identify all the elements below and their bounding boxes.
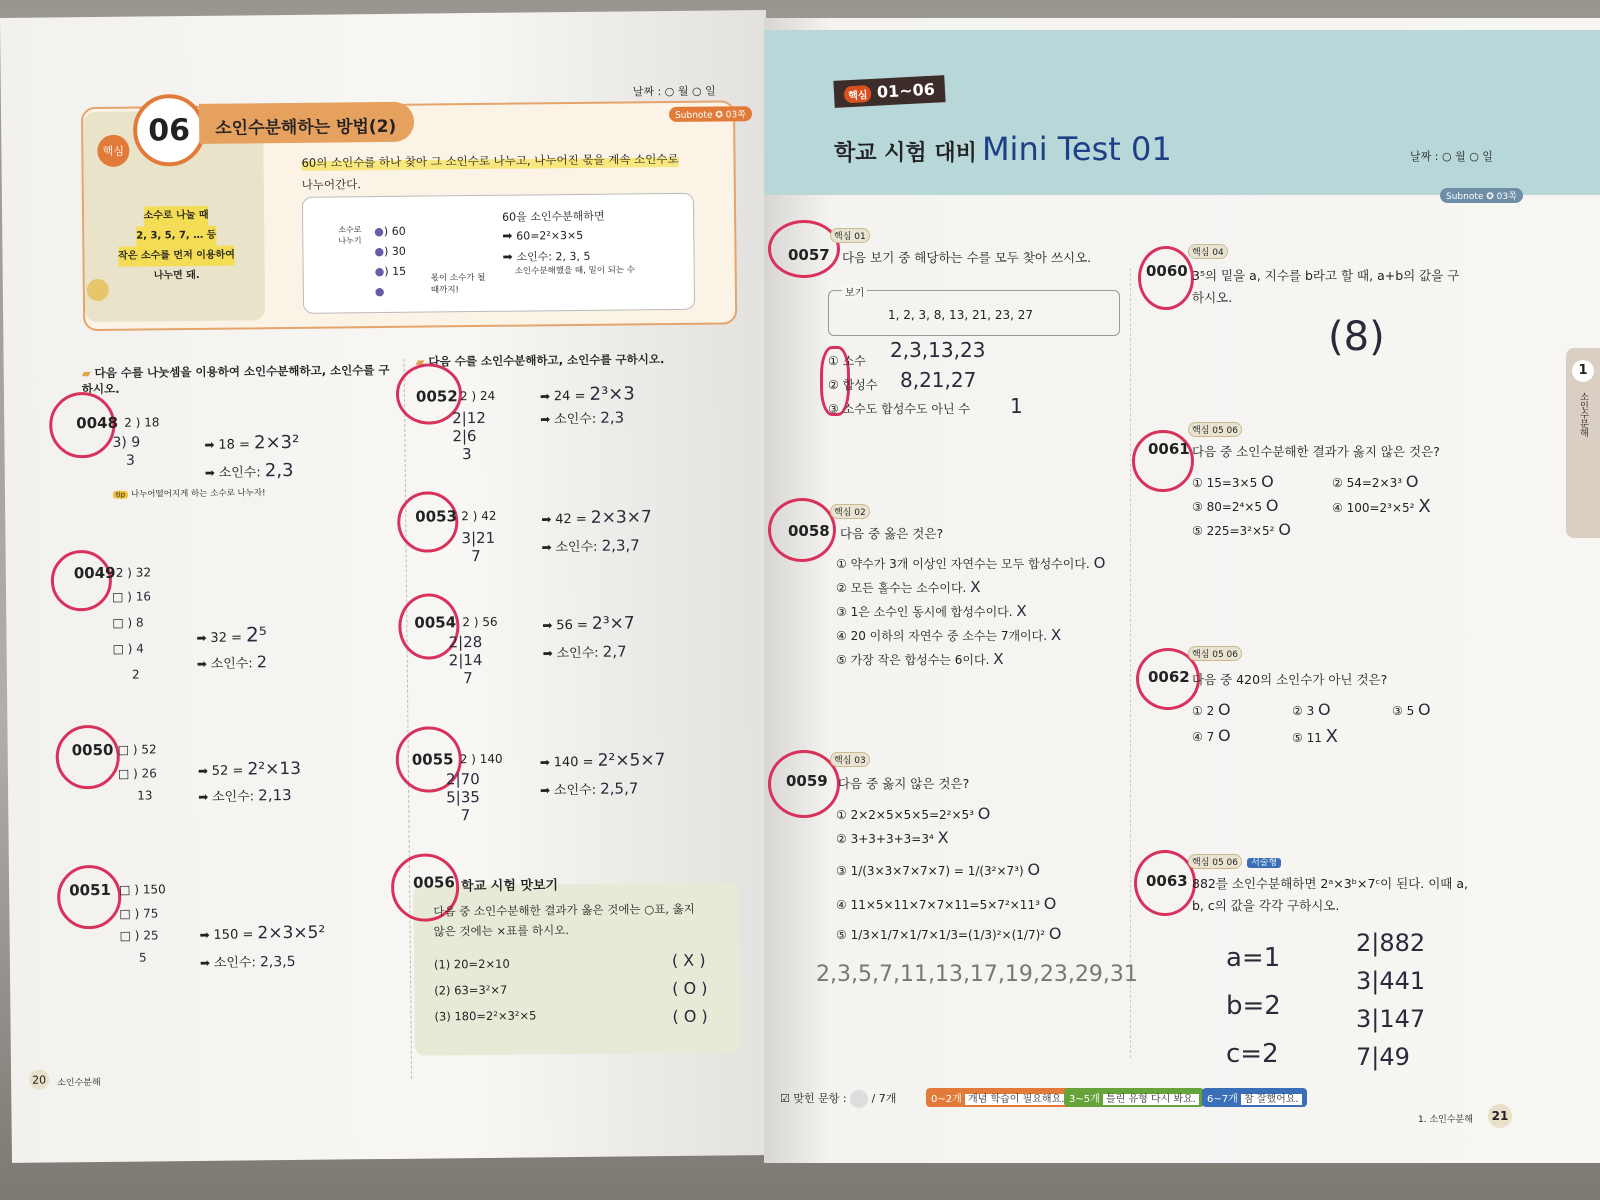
core-tag: 핵심 05 06	[1188, 642, 1242, 661]
hw-division: 3) 9 3	[112, 434, 141, 469]
score-circle	[850, 1090, 868, 1108]
test-item: (2) 63=3²×7	[434, 982, 508, 998]
answer-mark: ( X )	[671, 950, 706, 971]
right-page	[764, 18, 1600, 1163]
division-steps: □ ) 75 □ ) 25 5	[119, 906, 159, 965]
choice: ① 약수가 3개 이상인 자연수는 모두 합성수이다. O	[836, 554, 1106, 572]
check-icon: ☑	[780, 1092, 790, 1105]
problem-number: 0057	[788, 246, 830, 264]
hw-division: 2|12 2|6 3	[452, 408, 486, 464]
choice: ⑤ 225=3²×5² O	[1192, 520, 1291, 539]
eq-line: ➡ 150 = 2×3×5²	[199, 922, 326, 944]
tip-line: 소수로 나눌 때	[144, 206, 209, 227]
score-chip-mid: 3~5개 틀린 유형 다시 봐요.	[1064, 1088, 1204, 1107]
example-title: 60을 소인수분해하면	[502, 209, 605, 224]
example-box-label: 보기	[842, 284, 867, 299]
problem-0049	[66, 559, 387, 682]
problem-number: 0060	[1146, 262, 1188, 280]
core-tag: 핵심 05 06 서술형	[1188, 850, 1281, 869]
example-division: ●) 60 ●) 30 ●) 15 ●	[374, 224, 407, 299]
dividend: 2 ) 56	[462, 614, 498, 630]
problem-0048	[64, 409, 385, 502]
hint: tip 나누어떨어지게 하는 소수로 나누자!	[113, 486, 266, 500]
problem-number: 0054	[414, 613, 457, 632]
prime-line: ➡ 소인수: 2	[196, 652, 268, 672]
score-chip-low: 0~2개 개념 학습이 필요해요.	[926, 1088, 1072, 1107]
intro-line2: 나누어간다.	[301, 177, 362, 192]
left-page	[0, 10, 778, 1163]
hw-primes: 2,3,5,7,11,13,17,19,23,29,31	[816, 962, 1138, 987]
answer-item: ② 합성수	[828, 378, 878, 392]
prime-dot-icon: ●	[374, 224, 384, 239]
eq-line: ➡ 24 = 2³×3	[539, 383, 635, 405]
choice: ② 3+3+3+3=3⁴ X	[836, 828, 949, 847]
side-tab-label: 소인수분해	[1578, 392, 1588, 437]
choice: ③ 5 O	[1392, 700, 1431, 719]
choice: ④ 100=2³×5² X	[1332, 496, 1431, 517]
example-result3: 소인수분해했을 때, 밑이 되는 수	[514, 265, 635, 277]
tip-line: 작은 소수를 먼저 이용하여	[118, 246, 235, 267]
problem-number: 0061	[1148, 440, 1190, 458]
subnote-badge: Subnote ✪ 03쪽	[669, 106, 752, 122]
tip-badge: tip	[113, 491, 128, 499]
problem-0058	[780, 504, 1130, 684]
problem-0056	[413, 868, 745, 1056]
side-tab-number: 1	[1572, 360, 1594, 382]
tip-line: 2, 3, 5, 7, … 등	[136, 226, 216, 247]
column-divider	[404, 359, 413, 1079]
hw-division: 2|882 3|441 3|147 7|49	[1356, 929, 1426, 1071]
answer-item: ③ 소수도 합성수도 아닌 수	[828, 402, 970, 416]
hw-answer: 8,21,27	[900, 368, 977, 392]
problem-number: 0049	[73, 563, 116, 583]
eq-line: ➡ 52 = 2²×13	[197, 758, 302, 780]
section2-title: ▰ 다음 수를 소인수분해하고, 소인수를 구하시오.	[415, 352, 665, 369]
test-desc2: 않은 것에는 ×표를 하시오.	[433, 923, 570, 939]
eq-line: ➡ 42 = 2×3×7	[541, 507, 652, 528]
tip-line: 나누면 돼.	[153, 269, 200, 282]
prime-line: ➡ 소인수: 2,7	[542, 642, 627, 662]
problem-0050	[68, 736, 389, 819]
choice: ① 2 O	[1192, 700, 1231, 719]
choice: ① 2×2×5×5×5=2²×5³ O	[836, 804, 991, 823]
score-total: / 7개	[871, 1092, 897, 1105]
date-label: 날짜 : ○ 월 ○ 일	[632, 84, 716, 99]
test-title: 학교 시험 맛보기	[461, 878, 559, 895]
prime-dot-icon: ●	[374, 264, 385, 279]
intro-line1: 60의 소인수를 하나 찾아 그 소인수로 나누고, 나누어진 몫을 계속 소인수로	[301, 151, 679, 170]
problem-0053	[417, 503, 718, 586]
prime-line: ➡ 소인수: 2,13	[198, 785, 292, 805]
hw-division: 3|21 7	[461, 528, 496, 566]
hw-answer: (8)	[1328, 314, 1385, 360]
answer-mark: ( O )	[672, 978, 708, 999]
problem-0062	[1146, 646, 1506, 766]
choice: ③ 80=2⁴×5 O	[1192, 496, 1279, 515]
choice: ② 54=2×3³ O	[1332, 472, 1419, 491]
choice: ④ 11×5×11×7×7×11=5×7²×11³ O	[836, 894, 1057, 913]
score-chip-high: 6~7개 참 잘했어요.	[1202, 1088, 1307, 1107]
page-title: 학교 시험 대비 Mini Test 01	[834, 130, 1172, 168]
answer-mark: ( O )	[672, 1006, 708, 1027]
problem-number: 0059	[786, 772, 828, 790]
question-line2: 하시오.	[1192, 290, 1233, 305]
problem-0057	[780, 232, 1130, 432]
eq-line: ➡ 18 = 2×3²	[204, 431, 300, 454]
problem-number: 0050	[71, 740, 114, 760]
question-line1: 882를 소인수분해하면 2ᵃ×3ᵇ×7ᶜ이 된다. 이때 a,	[1192, 876, 1468, 891]
dividend: 2 ) 24	[459, 388, 496, 404]
eq-line: ➡ 140 = 2²×5×7	[539, 750, 666, 771]
prime-dot-icon: ●	[374, 244, 385, 259]
core-tag: 핵심 01	[830, 224, 870, 243]
header-badge: 핵심	[97, 135, 129, 167]
dividend: 2 ) 32	[115, 565, 152, 580]
question: 다음 보기 중 해당하는 수를 모두 찾아 쓰시오.	[842, 250, 1092, 265]
hw-answer: 2,3,13,23	[890, 338, 986, 362]
core-tag: 핵심 02	[830, 500, 870, 519]
problem-number: 0053	[415, 507, 458, 526]
problem-0059	[772, 754, 1138, 1034]
answer-item: ① 소수	[828, 354, 866, 368]
prime-line: ➡ 소인수: 2,3	[204, 459, 294, 482]
core-tag: 핵심 03	[830, 748, 870, 767]
core-tag: 핵심 05 06	[1188, 418, 1242, 437]
question-line2: b, c의 값을 각각 구하시오.	[1192, 898, 1340, 913]
example-box-values: 1, 2, 3, 8, 13, 21, 23, 27	[888, 308, 1034, 322]
pencil-icon: ▰	[415, 354, 429, 369]
title-band	[764, 30, 1600, 195]
prime-line: ➡ 소인수: 2,3	[540, 408, 625, 428]
example-box	[302, 193, 695, 314]
choice: ④ 20 이하의 자연수 중 소수는 7개이다. X	[836, 626, 1062, 644]
question: 다음 중 옳은 것은?	[840, 526, 944, 541]
choice: ⑤ 11 X	[1292, 726, 1339, 747]
choice: ② 모든 홀수는 소수이다. X	[836, 578, 981, 596]
hw-division: 2|28 2|14 7	[448, 632, 483, 688]
hw-answer: 1	[1010, 394, 1023, 418]
page-number: 21	[1488, 1104, 1512, 1128]
eq-line: ➡ 56 = 2³×7	[542, 613, 635, 634]
eq-line: ➡ 32 = 2⁵	[196, 622, 267, 647]
problem-number: 0055	[411, 750, 454, 769]
problem-number: 0048	[76, 413, 119, 433]
question: 다음 중 옳지 않은 것은?	[838, 776, 970, 791]
core-tag: 핵심 04	[1188, 240, 1228, 259]
example-result2: ➡ 소인수: 2, 3, 5	[502, 249, 591, 264]
dividend: 2 ) 18	[124, 415, 160, 430]
choice: ⑤ 1/3×1/7×1/7×1/3=(1/3)²×(1/7)² O	[836, 924, 1062, 943]
page-label: 소인수분해	[57, 1078, 101, 1089]
dividend: □ ) 150	[119, 882, 166, 897]
problem-number: 0063	[1146, 872, 1188, 890]
problem-0063	[1146, 854, 1506, 1094]
dividend: 2 ) 140	[459, 751, 503, 767]
pencil-icon: ▰	[81, 366, 95, 381]
problem-0061	[1146, 422, 1506, 602]
question: 다음 중 소인수분해한 결과가 옳지 않은 것은?	[1192, 444, 1440, 459]
prime-line: ➡ 소인수: 2,3,5	[199, 953, 296, 971]
prime-line: ➡ 소인수: 2,5,7	[540, 779, 639, 799]
problem-number: 0056	[412, 873, 455, 892]
problem-0060	[1146, 244, 1506, 384]
choice: ② 3 O	[1292, 700, 1331, 719]
problem-number: 0052	[415, 387, 458, 406]
test-desc1: 다음 중 소인수분해한 결과가 옳은 것에는 ○표, 옳지	[433, 901, 695, 919]
problem-0051	[69, 876, 390, 979]
question: 다음 중 420의 소인수가 아닌 것은?	[1192, 672, 1388, 687]
division-steps: □ ) 26 13	[117, 766, 157, 803]
header-number: 06	[133, 94, 206, 167]
choice: ④ 7 O	[1192, 726, 1231, 745]
choice: ① 15=3×5 O	[1192, 472, 1274, 491]
prime-dot-icon: ●	[374, 284, 385, 299]
problem-number: 0058	[788, 522, 830, 540]
choice: ③ 1은 소수인 동시에 합성수이다. X	[836, 602, 1027, 620]
score-label: 맞힌 문항 :	[793, 1092, 847, 1105]
hw-division: 2|70 5|35 7	[445, 770, 480, 825]
test-item: (1) 20=2×10	[433, 956, 510, 972]
example-note: 몫이 소수가 될 때까지!	[430, 272, 486, 296]
page-label: 1. 소인수분해	[1418, 1115, 1473, 1125]
choice: ⑤ 가장 작은 합성수는 6이다. X	[836, 650, 1004, 668]
dividend: □ ) 52	[117, 742, 157, 757]
page-number: 20	[29, 1070, 49, 1090]
mascot-icon	[87, 279, 109, 301]
problem-number: 0062	[1148, 668, 1190, 686]
prime-line: ➡ 소인수: 2,3,7	[541, 536, 640, 556]
problem-0052	[416, 383, 717, 486]
problem-number: 0051	[69, 880, 111, 900]
question-line1: 3⁵의 밑을 a, 지수를 b라고 할 때, a+b의 값을 구	[1192, 268, 1460, 283]
subnote-badge: Subnote ✪ 03쪽	[1440, 188, 1523, 203]
side-tab	[1566, 348, 1600, 538]
core-range-tag: 핵심 01~06	[833, 75, 945, 108]
example-side-label: 소수로 나누기	[338, 225, 362, 246]
problem-0055	[411, 746, 717, 849]
example-result1: ➡ 60=2²×3×5	[502, 228, 584, 243]
division-steps: □ ) 16 □ ) 8 □ ) 4 2	[111, 589, 152, 682]
tip-text	[106, 205, 247, 286]
problem-0054	[414, 609, 719, 712]
hw-answer: a=1 b=2 c=2	[1226, 943, 1281, 1069]
date-label: 날짜 : ○ 월 ○ 일	[1410, 150, 1493, 163]
section1-title: ▰ 다음 수를 나눗셈을 이용하여 소인수분해하고, 소인수를 구하시오.	[81, 362, 390, 397]
test-item: (3) 180=2²×3²×5	[434, 1008, 537, 1024]
header-title: 소인수분해하는 방법(2)	[215, 116, 397, 139]
dividend: 2 ) 42	[461, 508, 497, 524]
choice: ③ 1/(3×3×7×7×7) = 1/(3²×7³) O	[836, 860, 1041, 879]
